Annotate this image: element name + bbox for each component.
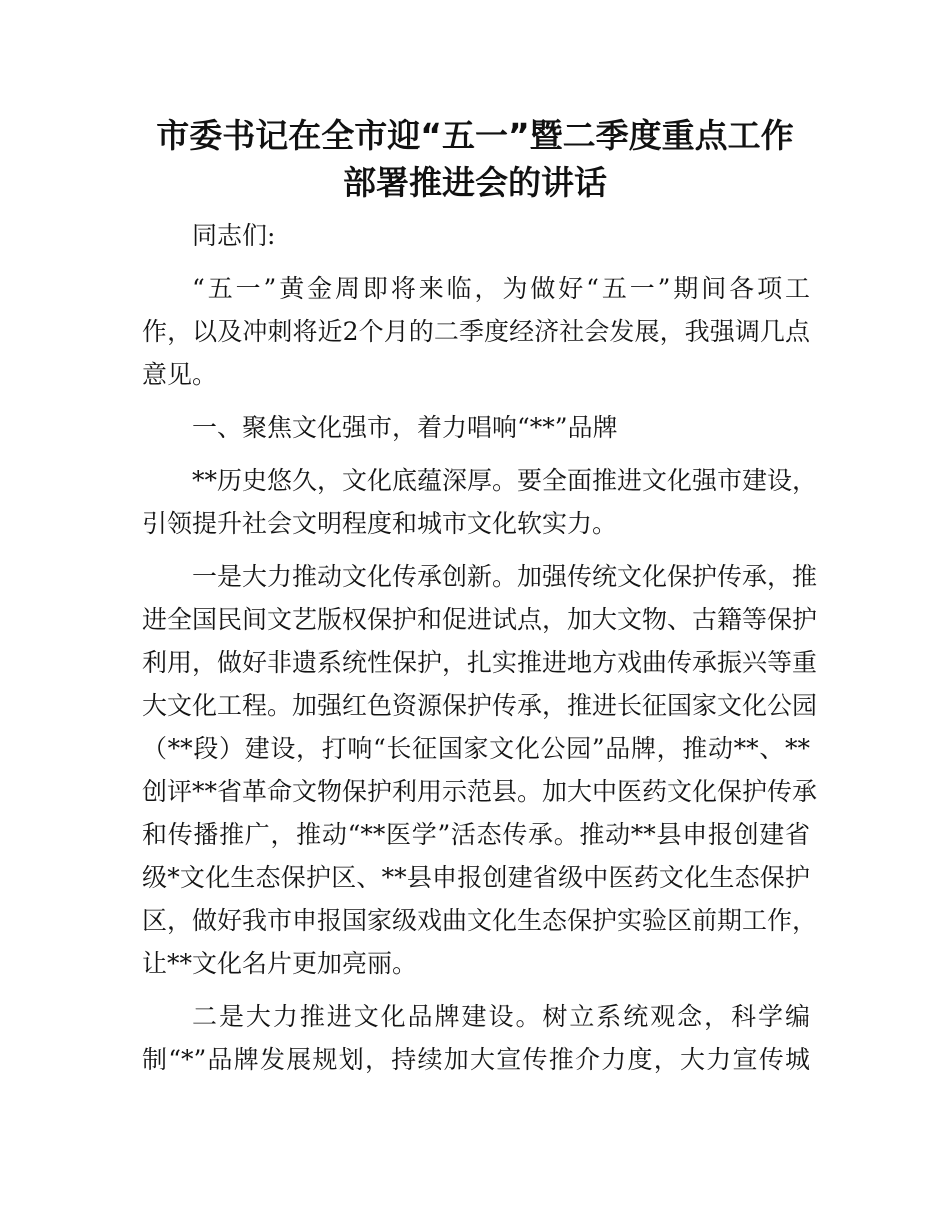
point-1-line-4: 大文化工程。加强红色资源保护传承，推进长征国家文化公园 [142, 691, 818, 720]
intro-line-2: 作，以及冲刺将近2个月的二季度经济社会发展，我强调几点 [142, 317, 810, 346]
point-1-line-8: 级*文化生态保护区、**县申报创建省级中医药文化生态保护 [142, 863, 810, 892]
point-1-line-7: 和传播推广，推动“**医学”活态传承。推动**县申报创建省 [142, 820, 810, 849]
point-1-line-10: 让**文化名片更加亮丽。 [142, 949, 418, 978]
point-2-line-2: 制“*”品牌发展规划，持续加大宣传推介力度，大力宣传城 [142, 1045, 810, 1074]
intro-line-3: 意见。 [142, 360, 218, 389]
point-1-line-2: 进全国民间文艺版权保护和促进试点，加大文物、古籍等保护 [142, 605, 818, 634]
section-1-heading: 一、聚焦文化强市，着力唱响“**”品牌 [192, 413, 618, 442]
point-1-line-9: 区，做好我市申报国家级戏曲文化生态保护实验区前期工作， [142, 906, 818, 935]
point-1-line-3: 利用，做好非遗系统性保护，扎实推进地方戏曲传承振兴等重 [142, 648, 818, 677]
point-2-line-1: 二是大力推进文化品牌建设。树立系统观念，科学编 [192, 1002, 810, 1031]
point-1-line-6: 创评**省革命文物保护利用示范县。加大中医药文化保护传承 [142, 777, 818, 806]
section-1-intro-line-2: 引领提升社会文明程度和城市文化软实力。 [142, 509, 618, 538]
point-1-line-1: 一是大力推动文化传承创新。加强传统文化保护传承，推 [192, 562, 818, 591]
document-title-line-2: 部署推进会的讲话 [343, 163, 607, 202]
document-title-line-1: 市委书记在全市迎“五一”暨二季度重点工作 [156, 116, 794, 155]
point-1-line-5: （**段）建设，打响“长征国家文化公园”品牌，推动**、** [142, 734, 810, 763]
salutation: 同志们: [192, 221, 276, 250]
intro-line-1: “五一”黄金周即将来临，为做好“五一”期间各项工 [192, 274, 810, 303]
section-1-intro-line-1: **历史悠久，文化底蕴深厚。要全面推进文化强市建设， [192, 466, 818, 495]
